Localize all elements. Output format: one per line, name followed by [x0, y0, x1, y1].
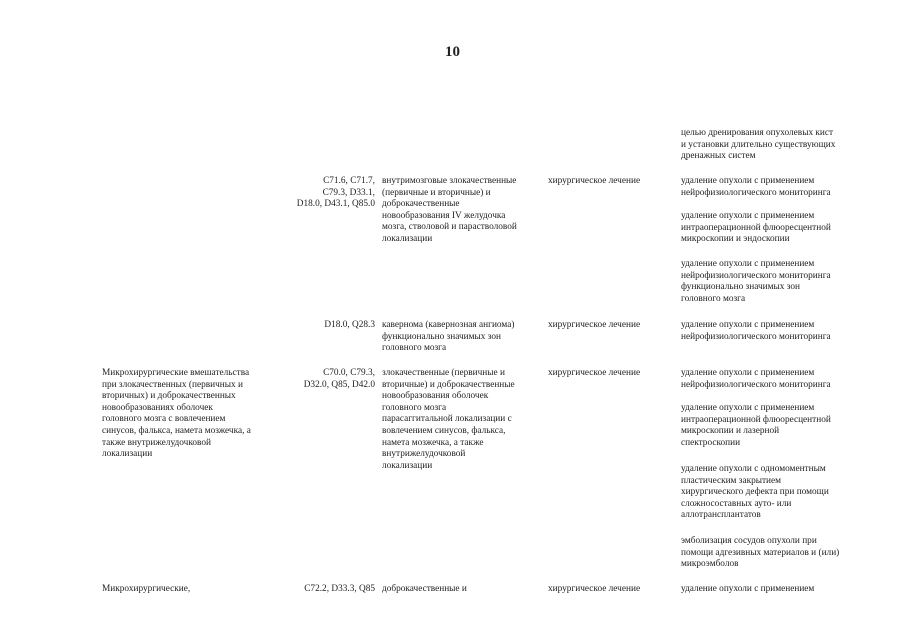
text-line: D32.0, Q85, D42.0 — [303, 379, 375, 390]
text-line: интраоперационной флюоресцентной — [681, 414, 831, 425]
row3-method-3 — [681, 464, 829, 522]
text-line: (первичные и вторичные) и — [382, 187, 491, 198]
text-line: D18.0, Q28.3 — [324, 320, 375, 330]
methods-continuation — [681, 128, 835, 163]
text-line: нейрофизиологического мониторинга — [681, 379, 831, 390]
text-line: парасаггитальной локализации с — [382, 414, 512, 425]
text-line: функционально значимых зон — [382, 331, 501, 342]
text-line: нейрофизиологического мониторинга — [681, 187, 831, 198]
text-line: помощи адгезивных материалов и (или) — [681, 547, 840, 558]
text-line: функционально значимых зон — [681, 282, 800, 293]
text-line: намета мозжечка, а также — [382, 437, 484, 448]
row3-name — [102, 368, 251, 461]
text-line: микроскопии и эндоскопии — [681, 234, 790, 245]
text-line: целью дренирования опухолевых кист — [681, 128, 834, 138]
text-line: D18.0, D43.1, Q85.0 — [296, 199, 375, 210]
row4-treatment: хирургическое лечение — [548, 584, 641, 594]
text-line: новообразования IV желудочка — [382, 210, 506, 221]
row1-method-3 — [681, 259, 831, 305]
row3-method-2 — [681, 403, 831, 449]
text-line: новообразования оболочек — [382, 391, 489, 402]
text-line: эмболизация сосудов опухоли при — [681, 536, 817, 546]
text-line: при злокачественных (первичных и — [102, 379, 243, 390]
text-line: удаление опухоли с применением — [681, 368, 815, 378]
text-line: C70.0, C79.3, — [323, 368, 375, 378]
text-line: головного мозга с вовлечением — [102, 414, 226, 425]
text-line: внутрижелудочковой — [382, 449, 466, 460]
text-line: аллотрансплантатов — [681, 510, 761, 521]
row3-method-1 — [681, 368, 831, 391]
text-line: удаление опухоли с применением — [681, 320, 815, 330]
text-line: Микрохирургические вмешательства — [102, 368, 250, 378]
row1-treatment: хирургическое лечение — [548, 176, 641, 186]
text-line: вторичных) и доброкачественных — [102, 391, 236, 402]
text-line: злокачественные (первичные и — [382, 368, 505, 378]
row3-diagnosis — [382, 368, 515, 472]
text-line: локализации — [382, 460, 433, 471]
text-line: головного мозга — [382, 343, 447, 354]
text-line: спектроскопии — [681, 437, 741, 448]
text-line: микроскопии и лазерной — [681, 426, 780, 437]
text-line: внутримозговые злокачественные — [382, 176, 517, 186]
text-line: доброкачественные — [382, 199, 460, 210]
text-line: удаление опухоли с одномоментным — [681, 464, 826, 474]
row2-method-1 — [681, 320, 831, 343]
text-line: C79.3, D33.1, — [322, 187, 375, 198]
row4-method-1 — [681, 584, 814, 596]
text-line: локализации — [382, 233, 433, 244]
text-line: удаление опухоли с применением — [681, 584, 815, 594]
text-line: пластическим закрытием — [681, 475, 782, 486]
text-line: C71.6, C71.7, — [323, 176, 375, 186]
text-line: кавернома (кавернозная ангиома) — [382, 320, 515, 330]
text-line: хирургического дефекта при помощи — [681, 487, 829, 498]
text-line: нейрофизиологического мониторинга — [681, 331, 831, 342]
row2-treatment: хирургическое лечение — [548, 320, 641, 330]
row3-method-4 — [681, 536, 839, 571]
row1-codes — [265, 176, 375, 211]
text-line: новообразованиях оболочек — [102, 402, 213, 413]
row3-treatment: хирургическое лечение — [548, 368, 641, 378]
text-line: вторичные) и доброкачественные — [382, 379, 515, 390]
row4-diagnosis — [382, 584, 467, 596]
text-line: головного мозга — [382, 402, 447, 413]
row1-diagnosis — [382, 176, 517, 246]
text-line: интраоперационной флюоресцентной — [681, 222, 831, 233]
text-line: головного мозга — [681, 293, 746, 304]
text-line: доброкачественные и — [382, 584, 467, 594]
text-line: нейрофизиологического мониторинга — [681, 270, 831, 281]
text-line: C72.2, D33.3, Q85 — [304, 584, 375, 594]
text-line: сложносоставных ауто- или — [681, 498, 792, 509]
text-line: вовлечением синусов, фалькса, — [382, 425, 506, 436]
text-line: удаление опухоли с применением — [681, 403, 815, 413]
text-line: также внутрижелудочковой — [102, 437, 211, 448]
row4-name — [102, 584, 190, 596]
row4-codes — [265, 584, 375, 596]
row1-method-2 — [681, 211, 831, 246]
row1-method-1 — [681, 176, 831, 199]
row2-codes — [265, 320, 375, 332]
text-line: микроэмболов — [681, 559, 739, 570]
text-line: синусов, фалькса, намета мозжечка, а — [102, 425, 251, 436]
text-line: локализации — [102, 449, 153, 460]
text-line: удаление опухоли с применением — [681, 211, 815, 221]
row3-codes — [265, 368, 375, 391]
text-line: мозга, стволовой и парастволовой — [382, 222, 517, 233]
text-line: и установки длительно существующих — [681, 139, 836, 150]
text-line: удаление опухоли с применением — [681, 176, 815, 186]
row2-diagnosis — [382, 320, 514, 355]
text-line: дренажных систем — [681, 151, 756, 162]
page-number: 10 — [445, 44, 460, 60]
text-line: удаление опухоли с применением — [681, 259, 815, 269]
text-line: Микрохирургические, — [102, 584, 191, 594]
